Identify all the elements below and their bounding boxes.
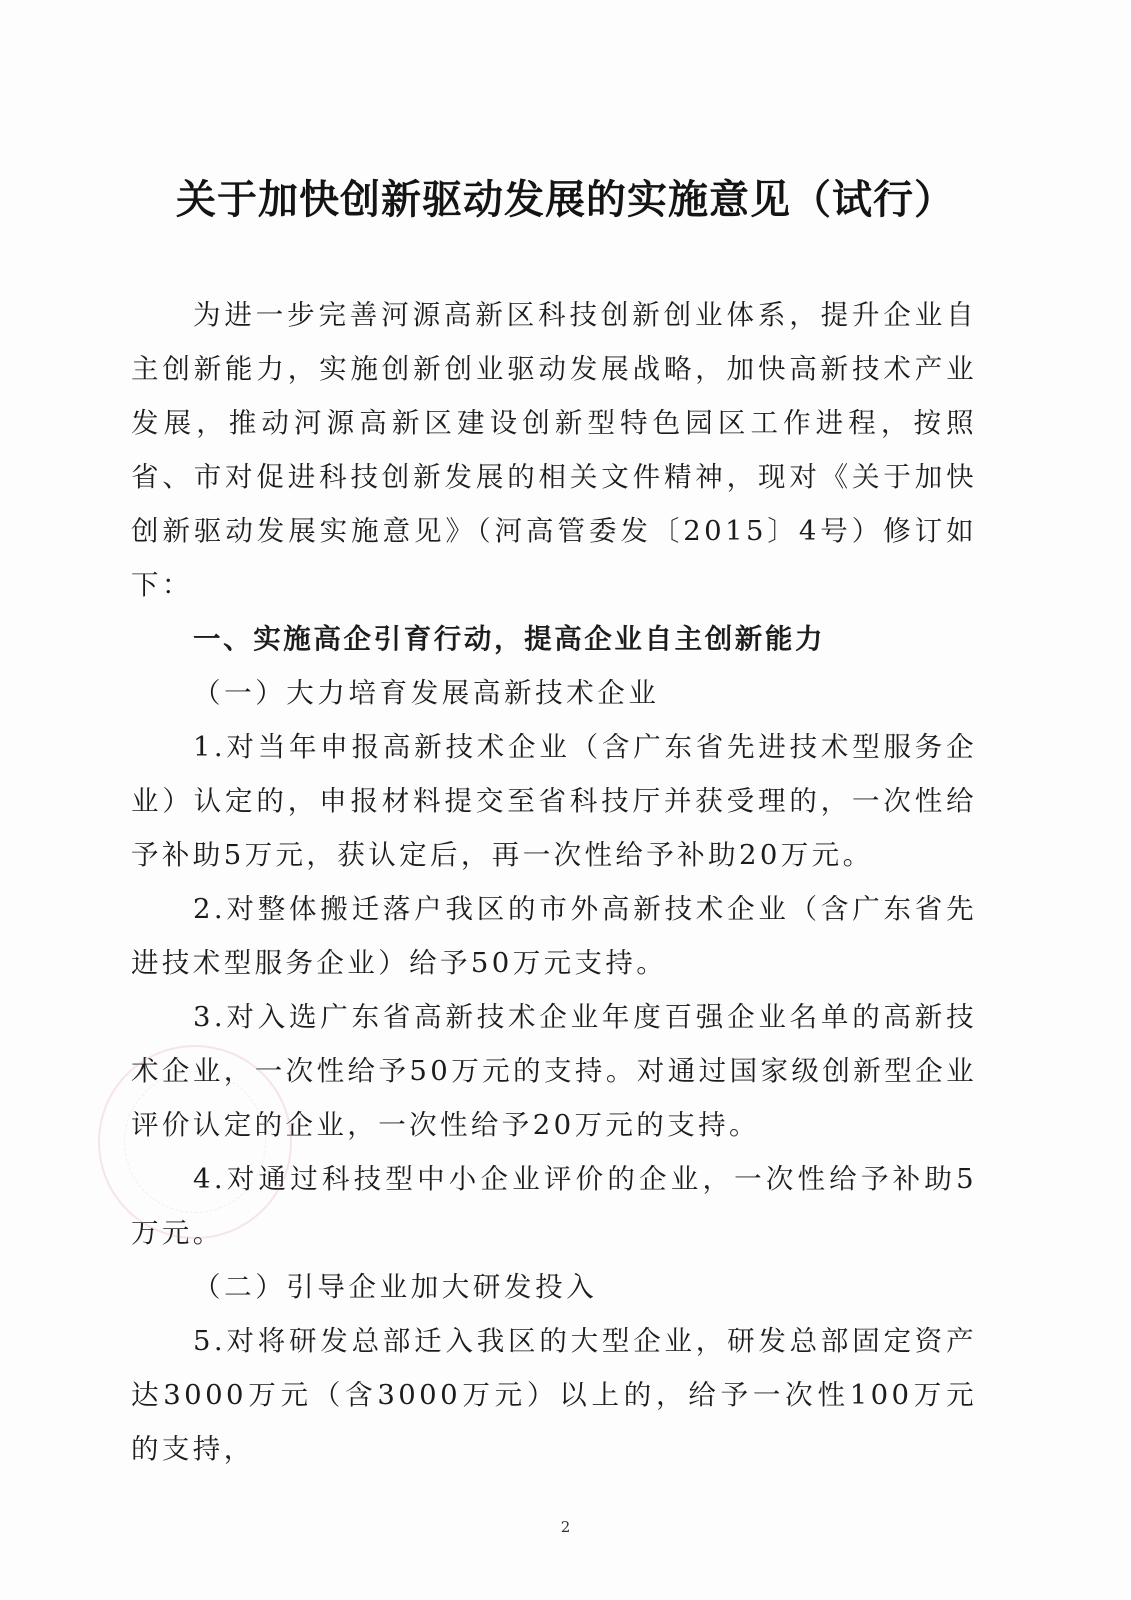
section-heading-1: 一、实施高企引育行动，提高企业自主创新能力 — [193, 623, 826, 655]
subsection-heading-1: （一）大力培育发展高新技术企业 — [193, 677, 660, 709]
clause-2: 2.对整体搬迁落户我区的市外高新技术企业（含广东省先进技术型服务企业）给予50万元支持。 — [131, 893, 977, 979]
document-body — [131, 288, 977, 1476]
clause-1: 1.对当年申报高新技术企业（含广东省先进技术型服务企业）认定的，申报材料提交至省科技厅并获受理的，一次性给予补助5万元，获认定后，再一次性给予补助20万元。 — [131, 731, 977, 871]
page-number: 2 — [560, 1518, 571, 1536]
clause-5: 5.对将研发总部迁入我区的大型企业，研发总部固定资产达3000万元（含3000万元）以上的，给予一次性100万元的支持， — [131, 1325, 977, 1465]
document-title: 关于加快创新驱动发展的实施意见（试行） — [176, 177, 955, 223]
subsection-heading-2: （二）引导企业加大研发投入 — [193, 1271, 598, 1303]
clause-3: 3.对入选广东省高新技术企业年度百强企业名单的高新技术企业，一次性给予50万元的支持。对通过国家级创新型企业评价认定的企业，一次性给予20万元的支持。 — [131, 1001, 977, 1141]
clause-4: 4.对通过科技型中小企业评价的企业，一次性给予补助5万元。 — [131, 1163, 977, 1249]
intro-paragraph: 为进一步完善河源高新区科技创新创业体系，提升企业自主创新能力，实施创新创业驱动发展战略，加快高新技术产业发展，推动河源高新区建设创新型特色园区工作进程，按照省、市对促进科技创新发展的相关文件精神，现对《关于加快创新驱动发展实施意见》（河高管委发〔2015〕4号）修订如下： — [131, 299, 977, 601]
